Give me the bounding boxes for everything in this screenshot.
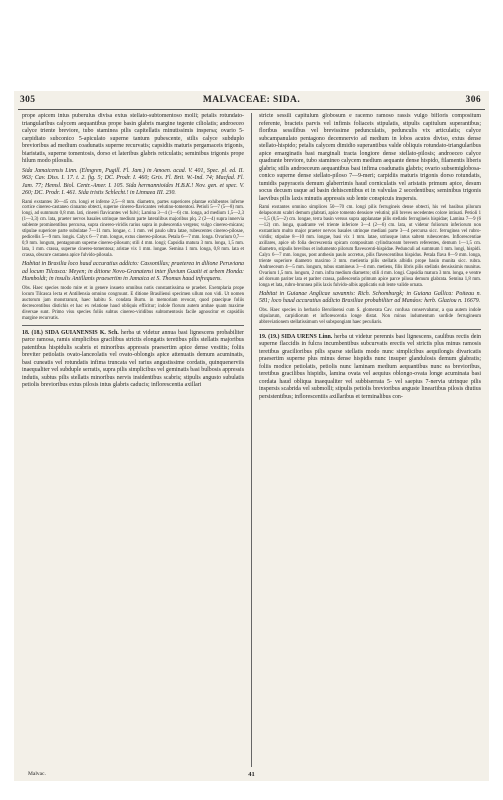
right-habitat: Habitat in Guianae Anglicae savannis: Rich. Schomburgk; in Guiana Gallica: Poiteau n. 581; loco haud accuratius addicto Brasiliae probabiliter ad Manáos: herb. Glaziou n. 16679. <box>259 290 481 305</box>
left-observation: Obs. Haec species modo mire et in genere insueto omnibus notis constantissima se praebet. Exemplaria prope locum Tilcasca lecta et Antillensia omnino congruunt. E ditione Brasiliensi specimen ullum non vidi. Ut nomen auctorum jam monstrarunt, haec habitu S. condata Burm. in memoriam revocat, quod praecipue foliis decrescentibus distichis et hac ex relatione haud obliquis efficitur; indole florum autem ambae quam maxime diversae sunt. Primo visu species foliis subtus cinereo-viridibus subtomentosis facile agnoscitur et capsidiis margine recurvatis. <box>22 285 244 321</box>
left-synonyms: Sida Jamaicensis Linn. (Elmgren, Pugill. Fl. Jam.) in Amoen. acad. V. 401, Spec. pl. ed. II. 963; Cav. Diss. I. 17. t. 2. fig. 5; DC. Prodr. I. 460; Gris. Fl. Brit. W.-Ind. 74; Macfad. Fl. Jam. 77; Hemsl. Biol. Centr.-Amer. I. 105. Sida hermannioides H.B.K.! Nov. gen. et spec. V. 260; DC. Prodr. I. 461. Sida tristis Schlecht.! in Linnaea III. 230. <box>22 167 244 196</box>
running-title: MALVACEAE: SIDA. <box>202 95 301 105</box>
right-species-title: 19. (19.) SIDA URENS Linn. <box>259 333 333 340</box>
section-divider-right <box>259 329 481 330</box>
page-header <box>14 93 489 107</box>
left-species-entry <box>22 330 244 390</box>
left-description: Rami exstantes 30—45 cm. longi et inferne 2,5—8 mm. diametro, partes superiores plantae exhibentes inferne cortice cinereo-castaneo cinnamo obtecti, superne cinereo-flavicantes velutino-tomentosi. Petioli 5—7 (5—8) mm. longi, ad summum 0,8 mm. lati, cinerei flavicantes vel fulvi; Lamina 3—4 (1—6) cm. longa, ad medium 1,5—2,3 (1—3,3) cm. lata, praeter nervos basales utrinque medium parte lateralibus majoribus plq. 2 (2—4) supra innervia sublente prominentibus percursa, supra cinereo-viridis rarius supra in pubescentia vergens; vulgo cinereo-micans; stipulae superiore parte subulatae 7—11 mm. longae, c. 1 mm. vel paulo ultra latae, rubescentes cinereo-pilosae, pedicellis 5—9 mm. longis. Calyx 6—7 mm. longus, extus cinereo-pilosus. Petala 6—7 mm. longa. Ovarium 0,7—0,9 mm. longum, pentagonum superne cinereo-pilosum; stili 4 mm. longi; Capsidia matura 3 mm. longa, 1,5 mm. lata, 1 mm. crassa, superne cinereo-tomentosa; aristae vix 1 mm. longae. Semina 1 mm. longa, 0,8 mm. lata et crassa, obscure castanea apice fulvido-pilosula. <box>22 199 244 259</box>
left-species-title: 18. (18.) SIDA GUIANENSIS K. Sch. <box>22 329 119 336</box>
footer-note: Malvac. <box>28 771 46 777</box>
right-species-text: herba ut videtur perennis basi lignescens, caulibus rectis dein superne flaccidis in fulcra incumbentibus subcurvatis erectis vel strictis plus minus ramosis teretibus gracilioribus pilis sparse stellatis modo nunc simplicibus aequilongis divaricatis praesertim superne plus minus dense hispidis nunc insuper glandulosis demum glabratis; foliis modice petiolatis, petiolis nunc laminam medium aequantibus nunc ea brevioribus, teretibus gracilibus hispidis, lamina ovata vel aequius oblongo-ovata longe acuminata basi cordata haud obliqua inaequaliter vel subbiserrata 5- vel saepius 7-nervia utrinque pilis inspersis scabrida vel submolli; stipulis petiolis brevioribus anguste lineariibus pilosis diutius persistentibus; inflorescentiis axillaribus et terminalibus con- <box>259 333 481 400</box>
right-description: Rami exstantes omnino simplices 50—70 cm. longi pilis ferrugineis dense obtecti, his vel basibus pilorum delapsorum scabri demum glabrati, apice tomento densiore velutini; pili breves secedentes colore intiuati. Petioli 1—1,5 (0,5—2) cm. longae, terra basin versus supra applanatae pilis stellatis ferrugineis hispidae; Lamina 7—9 (6—12) cm. longa, quadrante vel triente inferiore 3—4 (2—6) cm. lata, ut videtur foliorum inferiorum non exstantium multo major praeter nervos basales utrinque mediani parte 3—4 percursa sicc. ferruginea vel rubro-viridis; stipulae 8—10 mm. longae, basi vix 1 mm. latae, utriusque intus saltem rubescentes. Inflorescentiae axillares, apice ob folia decrescentia spicam compositam cylindraceam brevem referentes, demum 1—1,5 cm. diametro, stipulis brevibus et indumento pilorum flavescenti-hispidae. Pedunculi ad summum 1 mm. longi, hispidi. Calyx 6—7 mm. longus, post anthesin paulo accretus, pilis flavescentibus hispidus. Petala flava 8—9 mm. longa, triente superiore diametro maximo 3 mm. metientia pilis stellatis albidis prope basin munita sicc. rubra. Androeceum 4—5 mm. longum, tubus stamineus 3—4 mm. metiens, filis libris pilis stellatis densissimis munitus. Ovarium 1,5 mm. longum, 2 mm. infra medium diametro; stili 4 mm. longi. Capsidia matura 3 mm. longa, e ventre ad dorsum pariter lata et pariter crassa, pallescentia primum apice parce pilosa demum glabrata. Semina 1,8 mm. longa et lata, rubro-brunnea pilis laxis fulvido-albis applicatis sub lente valide ornata. <box>259 205 481 288</box>
right-column <box>259 113 481 753</box>
page-number-right: 306 <box>465 95 481 105</box>
signature-number: 41 <box>248 771 255 778</box>
left-intro-text: prope apicem intus puberulus divisa extus stellato-subtomentoso molli; petalis rotundato-triangularibus calycem aequantibus prope basin glabris margine tegente ciliolatis; androeceo calyce triente breviore, tubo staminea pilis capitellatis minutissimis inspersa; ovario 5-carpidiato subconico 5-apiculato superne tantum pubescente, stilis calyce subduplo brevioribus ad medium coadunatis superne recurvatis; capsidiis maturis pergamaceis trigonis, biaristatis, superne tomentosis, dorso et lateribus glabris reticulatis; seminibus trigonis prope hilum modo pilosulis. <box>22 113 244 164</box>
left-column <box>22 113 244 765</box>
header-rule <box>18 109 485 110</box>
left-species-text: herba ut videtur annua basi lignescens probabiliter parce ramosa, ramis simplicibus gracilibus strictis elongatis teretibus pilis stellatis majoribus patentibus hispidulis scabris et minoribus appressis praesertim apice dense vestitis; foliis breviter petiolatis ovato-lanceolatis vel ovato-oblongis apice attenuatis demum acuminatis, basi cuneatis vel rotundatis infima truncata vel rarius angustissime cordatis, quinquenerviis inaequaliter vel subduple serratis, supra pilis simplicibus vel geminatis basi bulbosis appressis indutis, subtus pilis stellatis minoribus nervis insidentibus scabris; stipulis angusto subulatis petiolis brevioribus extus pilosis intus glabris caducis; inflorescentia axillari <box>22 329 244 389</box>
left-habitat: Habitat in Brasilia loco haud accuratius addicto: Cassonillas; praeterea in dilione Peruviana ad locum Tilcasca: Meyen; in ditione Novo-Granatensi inter fluvium Guaiti et urbem Honda: Humboldt; in insulis Antillanis praesertim in Jamaica et S. Thomas haud infrequens. <box>22 261 244 283</box>
page-number-left: 305 <box>20 95 36 105</box>
right-observation: Obs. Haec species in herbario Berolinensi cum S. glomerata Cav. confusa conservabatur, a qua autem indole stipularum, carpidiorum et inflorescentia longe distat. Non minus indumentum sordide ferrugineum abbreviationem stellatissimum vel subspongiam haec peculiaris. <box>259 307 481 325</box>
section-divider-left <box>22 325 244 326</box>
right-intro-text: stricte sessili capitulum globosum e racemo ramoso rassis vulgo bifloris compositum referente, bracteis parvis vel infimis foliaceis stipulatis, stipulis capitulum superantibus; floribus sessilibus vel brevissime pedunculatis, pedunculis vix articulatis; calyce subcampanulato pentagono decemnervio ad medium in lobos acutos diviso, extus dense stellato-hispido; petalis calycem dimidio superantibus valde obliquis rotundato-triangularibus apice emarginatis basi marginali tracta longiore dense stellato-pilosis; androeceo calyce quadrante breviore, tubo stamineo calycem medium aequante dense hispido, filamentis liberis glabris; stilis androeceum aequantibus basi infima coadunatis glabris; ovario subsemiglobosa-conico superne dense stellato-piloso 7—9-meri; carpidiis maturis trigonis dorso rotundatis, tumidis papyraceis demum glaberrimis haud corniculatis vel aristatis primum apice, desum socus decusm usque ad basin dehiscentibus et in valvulas 2 secedentibus; seminibus trigonis laevibus pilis laxis minutis appressis sub lente conspicuis inspersis. <box>259 113 481 202</box>
column-divider <box>251 113 252 767</box>
book-page-spread <box>14 91 489 781</box>
right-species-entry <box>259 334 481 402</box>
